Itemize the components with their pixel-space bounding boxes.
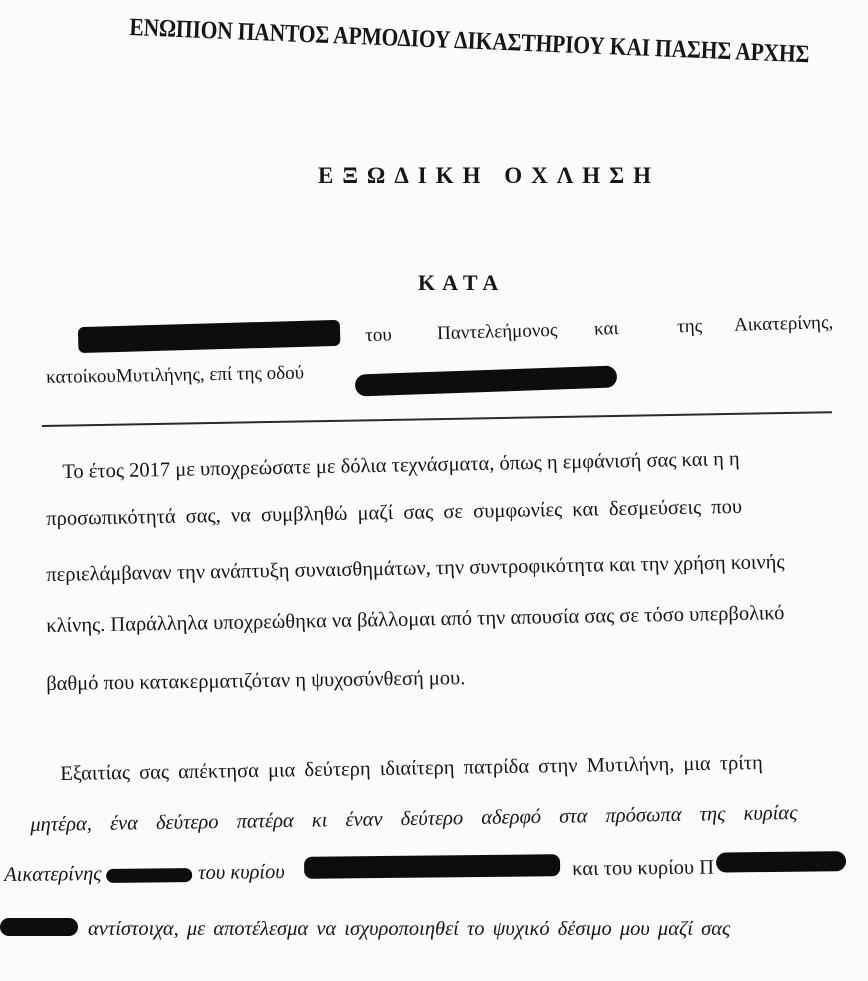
party-word: της [676, 315, 703, 338]
paragraph-line: βαθμό που κατακερματιζόταν η ψυχοσύνθεσή μου. [46, 667, 466, 695]
redaction-mark [0, 918, 78, 936]
paragraph-line: Εξαιτίας σας απέκτησα μια δεύτερη ιδιαίτερη πατρίδα στην Μυτιλήνη, μια τρίτη [60, 751, 763, 785]
party-line-1 [82, 312, 834, 347]
paragraph-line-redacted [4, 849, 844, 886]
paragraph-line: κλίνης. Παράλληλα υποχρεώθηκα να βάλλομαι από την απουσία σας σε τόσο υπερβολικό [46, 602, 785, 637]
paragraph-fragment: αντίστοιχα, με αποτέλεσμα να ισχυροποιηθεί το ψυχικό δέσιμο μου μαζί σας [88, 918, 731, 940]
redaction-mark [106, 868, 192, 883]
kata-heading: ΚΑΤΑ [418, 270, 506, 295]
paragraph-line: μητέρα, ένα δεύτερο πατέρα κι έναν δεύτερο αδερφό στα πρόσωπα της κυρίας [30, 801, 798, 836]
party-word: Παντελεήμονος [436, 319, 558, 345]
paragraph-fragment: Αικατερίνης [4, 862, 102, 886]
party-address: κατοίκουΜυτιλήνης, επί της οδού [46, 362, 305, 388]
document-title: ΕΞΩΔΙΚΗ ΟΧΛΗΣΗ [318, 163, 661, 188]
separator-line [42, 411, 832, 427]
paragraph-line: Το έτος 2017 με υποχρεώσατε με δόλια τεχνάσματα, όπως η εμφάνισή σας και η η [62, 447, 740, 483]
party-word: του [364, 324, 393, 347]
party-word: Αικατερίνης, [733, 312, 834, 336]
redaction-mark [716, 851, 846, 872]
party-line-2 [46, 362, 304, 388]
redaction-mark [78, 320, 341, 353]
paragraph-fragment: και του κυρίου Π [572, 856, 715, 881]
redaction-mark [355, 365, 618, 396]
court-header: ΕΝΩΠΙΟΝ ΠΑΝΤΟΣ ΑΡΜΟΔΙΟΥ ΔΙΚΑΣΤΗΡΙΟΥ ΚΑΙ ΠΑΣΗΣ ΑΡΧΗΣ [128, 14, 810, 69]
paragraph-line: προσωπικότητά σας, να συμβληθώ μαζί σας σε συμφωνίες και δεσμεύσεις που [46, 495, 743, 530]
paragraph-line: περιελάμβαναν την ανάπτυξη συναισθημάτων, την συντροφικότητα και την χρήση κοινής [46, 551, 785, 586]
redaction-mark [304, 854, 560, 879]
party-word: και [593, 318, 619, 340]
paragraph-fragment: του κυρίου [198, 861, 285, 884]
